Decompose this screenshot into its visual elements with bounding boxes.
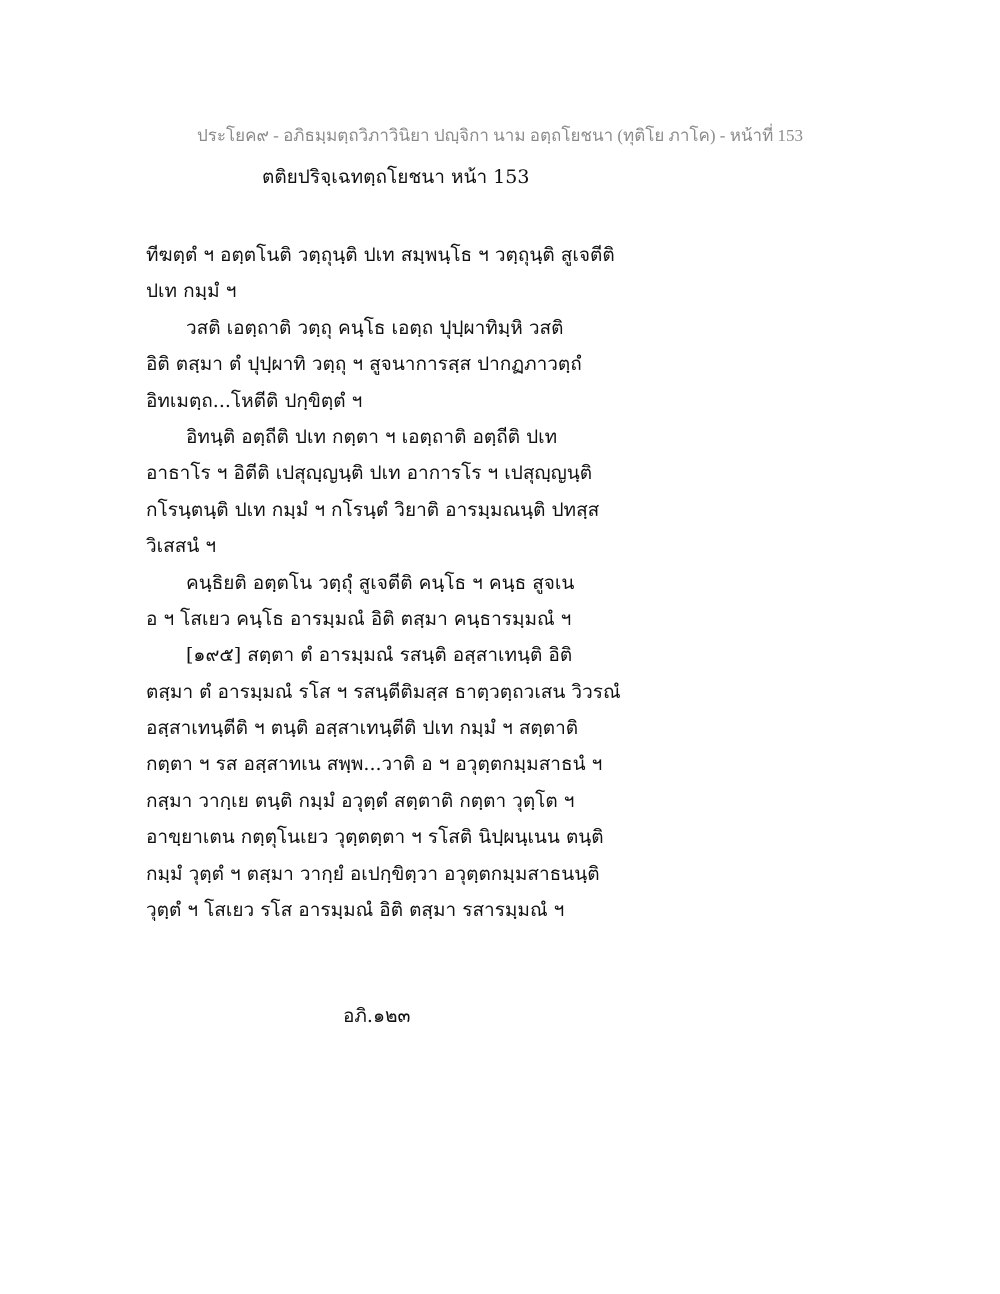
text-line: [๑๙๕] สตฺตา ตํ อารมฺมณํ รสนฺติ อสฺสาเทนฺติ อิติ [186,644,573,667]
text-line: กมฺมํ วุตฺตํ ฯ ตสฺมา วากฺยํ อเปกฺขิตฺวา อวุตฺตกมฺมสาธนนฺติ [146,862,600,885]
text-line: กสฺมา วากฺเย ตนฺติ กมฺมํ อวุตฺตํ สตฺตาติ กตฺตา วุตฺโต ฯ [146,789,575,812]
body-text [146,237,706,928]
page-reference: อภิ.๑๒๓ [343,1005,411,1027]
text-line: อาขฺยาเตน กตฺตุโนเยว วุตฺตตฺตา ฯ รโสติ นิปฺผนฺเนน ตนฺติ [146,826,604,849]
text-line: อิทนฺติ อตฺถีติ ปเท กตฺตา ฯ เอตฺถาติ อตฺถีติ ปเท [186,425,558,448]
text-line: ตสฺมา ตํ อารมฺมณํ รโส ฯ รสนฺตีติมสฺส ธาตฺวตฺถวเสน วิวรณํ [146,680,621,703]
text-line: ปเท กมฺมํ ฯ [146,280,237,303]
text-line: ทีฆตฺตํ ฯ อตฺตโนติ วตฺถุนฺติ ปเท สมฺพนฺโธ ฯ วตฺถุนฺติ สูเจตีติ [146,244,615,266]
text-line: วสติ เอตฺถาติ วตฺถุ คนฺโธ เอตฺถ ปุปฺผาทิมฺหิ วสติ [186,316,564,339]
text-line: อสฺสาเทนฺตีติ ฯ ตนฺติ อสฺสาเทนฺตีติ ปเท กมฺมํ ฯ สตฺตาติ [146,717,579,740]
text-line: วุตฺตํ ฯ โสเยว รโส อารมฺมณํ อิติ ตสฺมา รสารมฺมณํ ฯ [146,899,565,922]
running-header: ประโยค๙ - อภิธมฺมตฺถวิภาวินิยา ปญฺจิกา นาม อตฺถโยชนา (ทุติโย ภาโค) - หน้าที่ 153 [196,126,804,145]
text-line: กตฺตา ฯ รส อสฺสาทเน สพฺพ...วาติ อ ฯ อวุตฺตกมฺมสาธนํ ฯ [146,753,603,776]
text-line: อิทเมตฺถ...โหตีติ ปกฺขิตฺตํ ฯ [146,389,363,412]
text-line: อ ฯ โสเยว คนฺโธ อารมฺมณํ อิติ ตสฺมา คนฺธารมฺมณํ ฯ [146,607,572,630]
text-line: วิเสสนํ ฯ [146,535,217,558]
chapter-heading: ตติยปริจฺเฉทตฺถโยชนา หน้า 153 [262,166,530,188]
text-line: อาธาโร ฯ อิตีติ เปสุญฺญนฺติ ปเท อาการโร ฯ เปสุญฺญนฺติ [146,462,593,485]
text-line: คนฺธิยติ อตฺตโน วตฺถุํ สูเจตีติ คนฺโธ ฯ คนฺธ สูจเน [186,571,575,594]
text-line: กโรนฺตนฺติ ปเท กมฺมํ ฯ กโรนฺตํ วิยาติ อารมฺมณนฺติ ปทสฺส [146,498,600,521]
text-line: อิติ ตสฺมา ตํ ปุปฺผาทิ วตฺถุ ฯ สูจนาการสฺส ปากฏภาวตฺถํ [146,353,582,376]
